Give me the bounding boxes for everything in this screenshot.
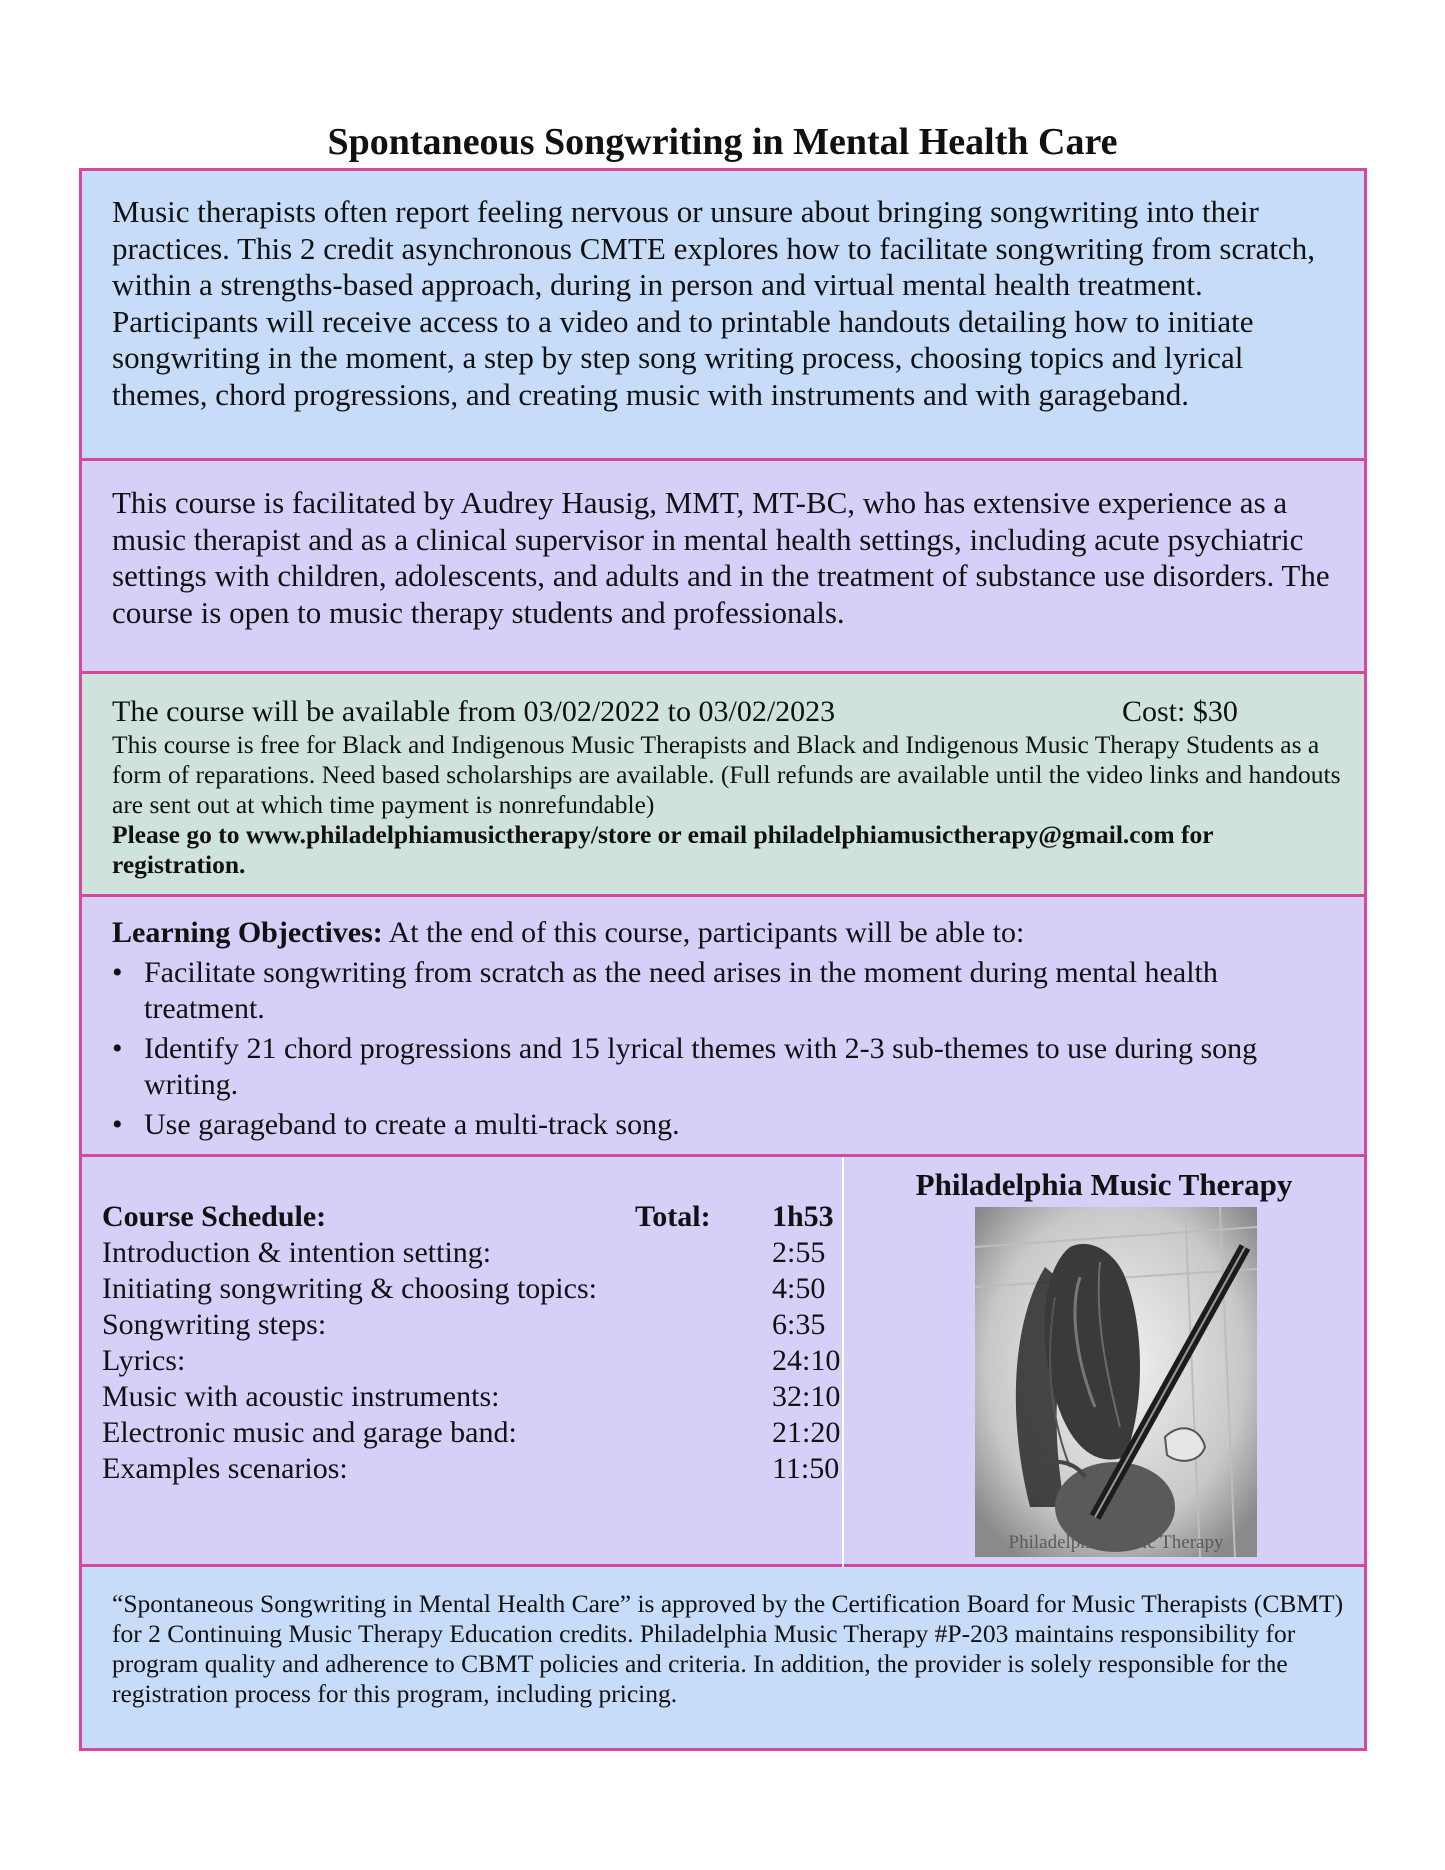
schedule-label: Lyrics: bbox=[102, 1344, 186, 1377]
objective-text: Use garageband to create a multi-track song. bbox=[144, 1108, 680, 1141]
availability-dates: The course will be available from 03/02/2022 to 03/02/2023 bbox=[112, 695, 836, 728]
objectives-section bbox=[82, 897, 1364, 1157]
schedule-header-row bbox=[102, 1199, 842, 1235]
course-description: Music therapists often report feeling nervous or unsure about bringing songwriting into their practices. This 2 credit asynchronous CMTE explores how to facilitate songwriting from scratch, within a strengths-based approach, during in person and virtual mental health treatment. Participants will receive access to a video and to printable handouts detailing how to initiate songwriting in the moment, a step by step song writing process, choosing topics and lyrical themes, chord progressions, and creating music with instruments and with garageband. bbox=[112, 194, 1315, 412]
bullet-icon: • bbox=[112, 956, 123, 989]
objective-text: Identify 21 chord progressions and 15 lyrical themes with 2-3 sub-themes to use during song writing. bbox=[144, 1032, 1258, 1101]
list-item bbox=[112, 1107, 1344, 1143]
page-title: Spontaneous Songwriting in Mental Health Care bbox=[327, 121, 1118, 163]
availability-section bbox=[82, 674, 1364, 897]
approval-section bbox=[82, 1567, 1364, 1748]
schedule-row bbox=[102, 1343, 842, 1379]
course-schedule bbox=[102, 1199, 842, 1487]
availability-details: This course is free for Black and Indigenous Music Therapists and Black and Indigenous Music Therapy Students as a form of reparations. Need based scholarships are available. (Full refunds are available until the video links and handouts are sent out at which time payment is nonrefundable) bbox=[112, 730, 1341, 819]
facilitator-section bbox=[82, 461, 1364, 674]
schedule-section bbox=[82, 1157, 1364, 1567]
registration-info: Please go to www.philadelphiamusictherapy/store or email philadelphiamusictherapy@gmail.com for registration. bbox=[112, 820, 1214, 879]
schedule-total-label: Total: bbox=[635, 1200, 711, 1233]
schedule-value: 11:50 bbox=[772, 1452, 840, 1485]
column-divider bbox=[842, 1157, 844, 1567]
schedule-row bbox=[102, 1307, 842, 1343]
objectives-list bbox=[112, 955, 1344, 1143]
flyer-frame bbox=[79, 168, 1367, 1751]
schedule-row bbox=[102, 1379, 842, 1415]
availability-row bbox=[112, 694, 1344, 730]
approval-statement: “Spontaneous Songwriting in Mental Health Care” is approved by the Certification Board for Music Therapists (CBMT) for 2 Continuing Music Therapy Education credits. Philadelphia Music Therapy #P-203 maintains responsibility for program quality and adherence to CBMT policies and criteria. In addition, the provider is solely responsible for the registration process for this program, including pricing. bbox=[112, 1589, 1344, 1708]
schedule-heading: Course Schedule: bbox=[102, 1200, 327, 1233]
description-section bbox=[82, 171, 1364, 461]
photo-caption: Philadelphia Music Therapy bbox=[1008, 1532, 1224, 1553]
objectives-intro-line bbox=[112, 915, 1344, 951]
schedule-row bbox=[102, 1451, 842, 1487]
bullet-icon: • bbox=[112, 1108, 123, 1141]
schedule-value: 21:20 bbox=[772, 1416, 841, 1449]
list-item bbox=[112, 955, 1344, 1027]
objectives-intro: At the end of this course, participants will be able to: bbox=[382, 916, 1025, 949]
schedule-row bbox=[102, 1235, 842, 1271]
schedule-row bbox=[102, 1415, 842, 1451]
guitarist-photo bbox=[975, 1207, 1257, 1557]
schedule-value: 6:35 bbox=[772, 1308, 826, 1341]
schedule-row bbox=[102, 1271, 842, 1307]
schedule-label: Electronic music and garage band: bbox=[102, 1416, 517, 1449]
schedule-label: Songwriting steps: bbox=[102, 1308, 327, 1341]
schedule-label: Initiating songwriting & choosing topics: bbox=[102, 1272, 597, 1305]
schedule-value: 24:10 bbox=[772, 1344, 841, 1377]
schedule-value: 2:55 bbox=[772, 1236, 826, 1269]
brand-name: Philadelphia Music Therapy bbox=[915, 1167, 1293, 1202]
facilitator-text: This course is facilitated by Audrey Hausig, MMT, MT-BC, who has extensive experience as a music therapist and as a clinical supervisor in mental health settings, including acute psychiatric settings with children, adolescents, and adults and in the treatment of substance use disorders. The course is open to music therapy students and professionals. bbox=[112, 485, 1330, 630]
schedule-value: 32:10 bbox=[772, 1380, 841, 1413]
schedule-total-value: 1h53 bbox=[772, 1200, 834, 1233]
guitarist-photo-illustration bbox=[975, 1207, 1257, 1557]
objectives-heading: Learning Objectives: bbox=[112, 916, 383, 949]
schedule-label: Music with acoustic instruments: bbox=[102, 1380, 500, 1413]
schedule-value: 4:50 bbox=[772, 1272, 826, 1305]
schedule-label: Examples scenarios: bbox=[102, 1452, 348, 1485]
schedule-label: Introduction & intention setting: bbox=[102, 1236, 492, 1269]
bullet-icon: • bbox=[112, 1032, 123, 1065]
cost-label: Cost: $30 bbox=[1122, 695, 1238, 728]
objective-text: Facilitate songwriting from scratch as the need arises in the moment during mental health treatment. bbox=[144, 956, 1218, 1025]
list-item bbox=[112, 1031, 1344, 1103]
